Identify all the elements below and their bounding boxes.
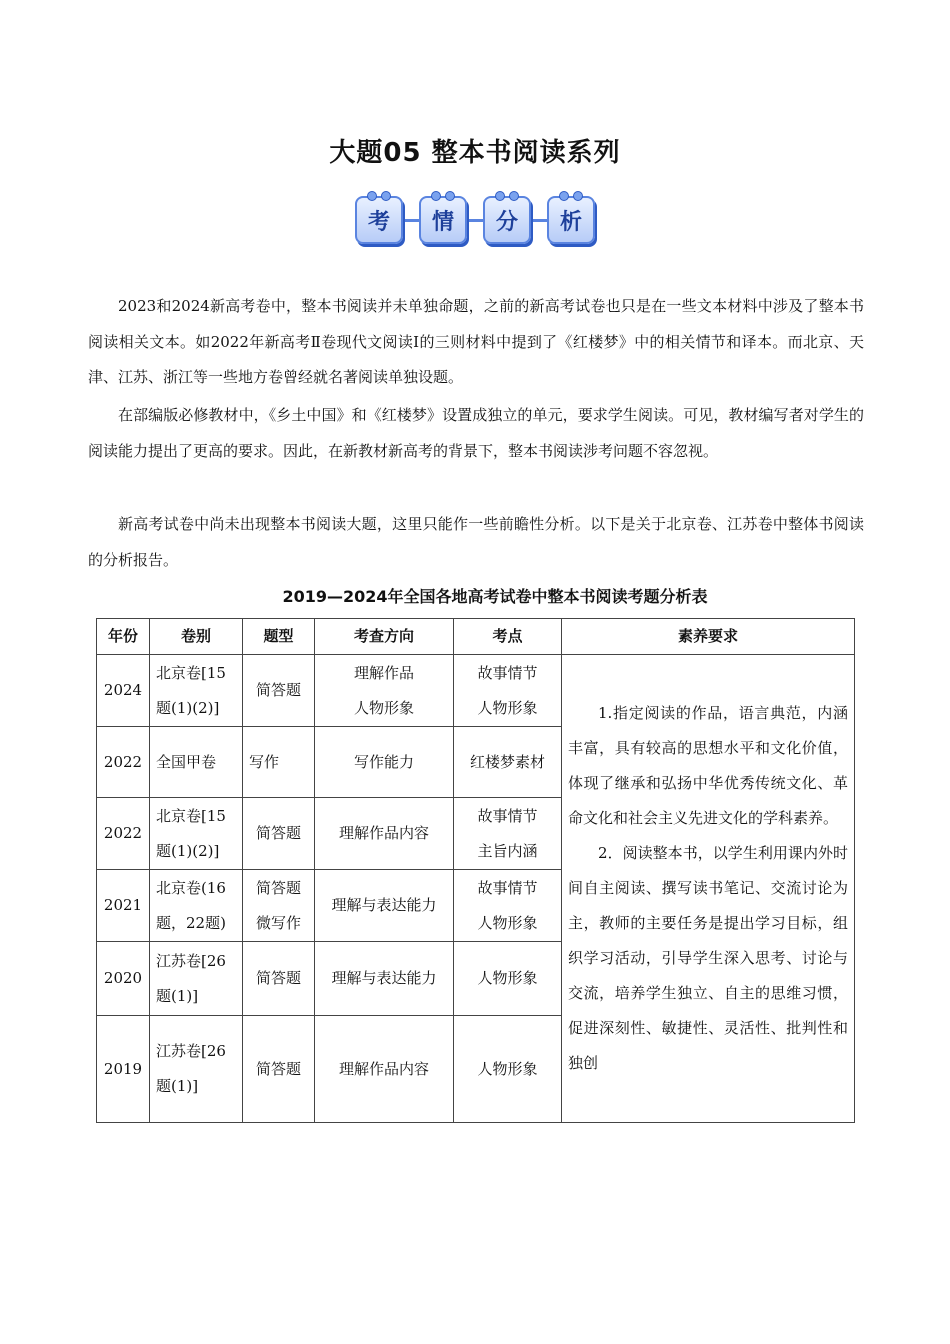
header-point: 考点	[454, 619, 562, 655]
p2-text-start: 在部编版必修教材中，《乡土中国》和《红楼梦》设置成独立的单元，要求学生阅读。可见，教材编写者对学生的阅读能力提出了更高的要求。因此，在新教材新高考的背景下，	[88, 406, 864, 460]
cell-year: 2022	[97, 727, 150, 798]
cell-paper: 北京卷[15题(1)(2)]	[150, 655, 243, 727]
cell-point: 人物形象	[454, 1016, 562, 1123]
cell-type: 简答题	[243, 1016, 315, 1123]
cell-point: 故事情节 人物形象	[454, 870, 562, 942]
cell-direction: 理解作品 人物形象	[315, 655, 454, 727]
cell-direction: 理解与表达能力	[315, 870, 454, 942]
cell-direction: 理解作品内容	[315, 798, 454, 870]
table-row	[97, 655, 855, 727]
cell-direction: 理解作品内容	[315, 1016, 454, 1123]
cell-paper: 全国甲卷	[150, 727, 243, 798]
header-year: 年份	[97, 619, 150, 655]
cell-type: 简答题 微写作	[243, 870, 315, 942]
analysis-badge	[0, 196, 950, 244]
cell-year: 2024	[97, 655, 150, 727]
cell-paper: 江苏卷[26题(1)]	[150, 1016, 243, 1123]
cell-quality	[562, 655, 855, 1123]
badge-char-xi: 析	[547, 196, 595, 244]
badge-char-fen: 分	[483, 196, 531, 244]
quality-item-1: 1.指定阅读的作品，语言典范，内涵丰富，具有较高的思想水平和文化价值，体现了继承和弘扬中华优秀传统文化、革命文化和社会主义先进文化的学科素养。	[568, 704, 848, 827]
cell-paper: 北京卷(16题，22题)	[150, 870, 243, 942]
cell-type: 写作	[243, 727, 315, 798]
p2-highlight: 整本书阅读	[508, 441, 584, 460]
cell-point: 红楼梦素材	[454, 727, 562, 798]
cell-type: 简答题	[243, 942, 315, 1016]
header-direction: 考查方向	[315, 619, 454, 655]
table-title: 2019—2024年全国各地高考试卷中整本书阅读考题分析表	[282, 587, 708, 606]
intro-paragraph-2	[88, 398, 864, 469]
table-header-row	[97, 619, 855, 655]
badge-connector	[467, 219, 483, 222]
badge-connector	[403, 219, 419, 222]
cell-year: 2020	[97, 942, 150, 1016]
header-quality: 素养要求	[562, 619, 855, 655]
badge-connector	[531, 219, 547, 222]
cell-year: 2022	[97, 798, 150, 870]
cell-paper: 江苏卷[26题(1)]	[150, 942, 243, 1016]
intro-paragraph-1: 2023和2024新高考卷中，整本书阅读并未单独命题，之前的新高考试卷也只是在一些文本材料中涉及了整本书阅读相关文本。如2022年新高考Ⅱ卷现代文阅读Ⅰ的三则材料中提到了《红楼梦》中的相关情节和译本。而北京、天津、江苏、浙江等一些地方卷曾经就名著阅读单独设题。	[88, 297, 864, 386]
cell-type: 简答题	[243, 798, 315, 870]
cell-type: 简答题	[243, 655, 315, 727]
badge-char-qing: 情	[419, 196, 467, 244]
header-type: 题型	[243, 619, 315, 655]
cell-year: 2019	[97, 1016, 150, 1123]
badge-char-kao: 考	[355, 196, 403, 244]
cell-point: 故事情节 人物形象	[454, 655, 562, 727]
p2-text-end: 涉考问题不容忽视。	[583, 441, 719, 460]
cell-paper: 北京卷[15题(1)(2)]	[150, 798, 243, 870]
header-paper: 卷别	[150, 619, 243, 655]
cell-direction: 理解与表达能力	[315, 942, 454, 1016]
cell-year: 2021	[97, 870, 150, 942]
quality-item-2: 2．阅读整本书，以学生利用课内外时间自主阅读、撰写读书笔记、交流讨论为主，教师的主要任务是提出学习目标，组织学习活动，引导学生深入思考、讨论与交流，培养学生独立、自主的思维习惯，促进深刻性、敏捷性、灵活性、批判性和独创	[568, 844, 848, 1072]
cell-point: 故事情节 主旨内涵	[454, 798, 562, 870]
analysis-table	[96, 618, 855, 1123]
cell-point: 人物形象	[454, 942, 562, 1016]
intro-paragraph-3: 新高考试卷中尚未出现整本书阅读大题，这里只能作一些前瞻性分析。以下是关于北京卷、江苏卷中整体书阅读的分析报告。	[88, 515, 864, 569]
cell-direction: 写作能力	[315, 727, 454, 798]
page-title: 大题05 整本书阅读系列	[329, 138, 621, 168]
